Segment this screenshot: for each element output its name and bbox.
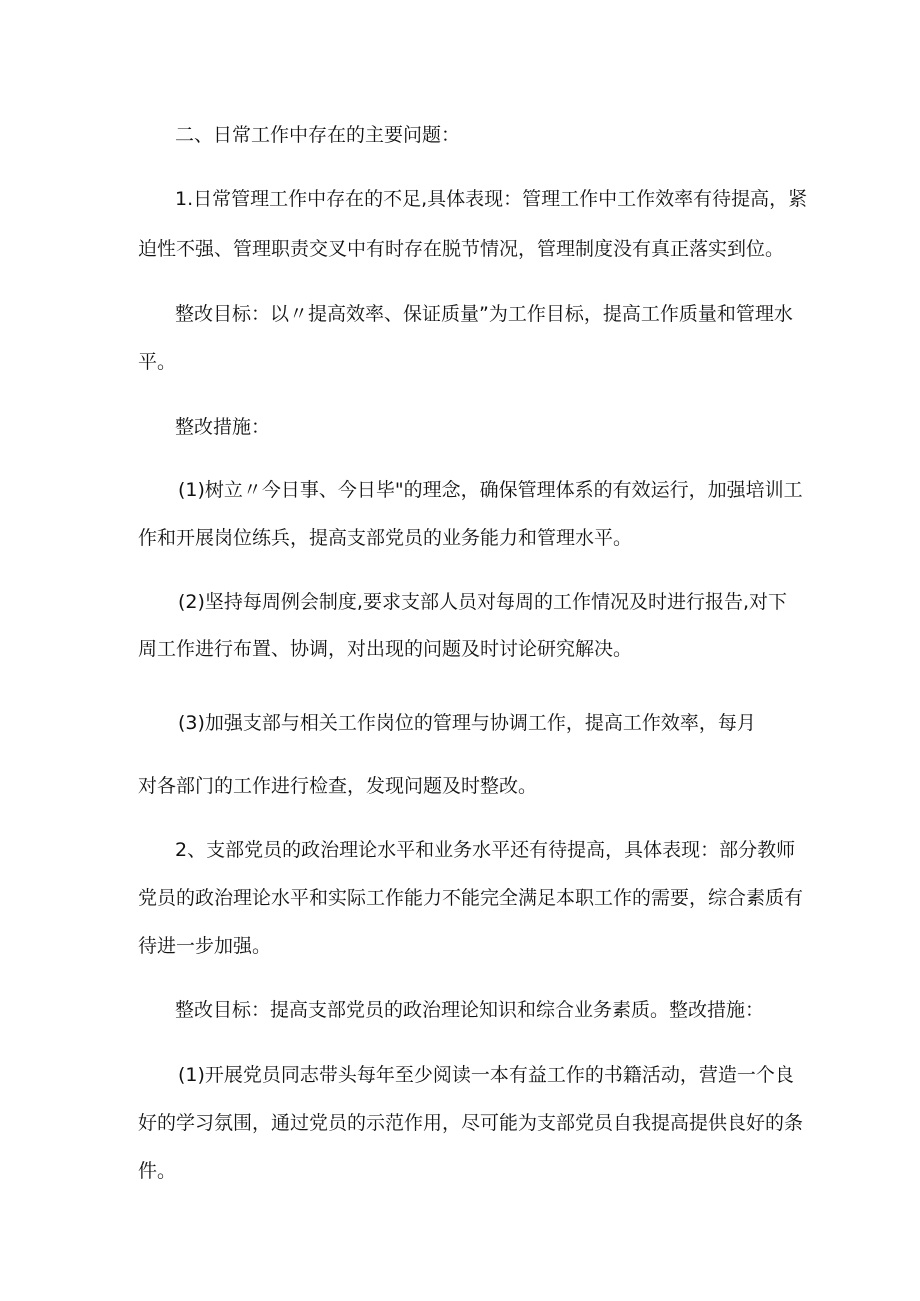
paragraph-line: 整改目标：以〃提高效率、保证质量”为工作目标，提高工作质量和管理水 [175, 303, 793, 325]
paragraph-line: 整改目标：提高支部党员的政治理论知识和综合业务素质。整改措施： [175, 999, 765, 1021]
paragraph-line: 件。 [138, 1160, 177, 1182]
paragraph-line: 迫性不强、管理职责交叉中有时存在脱节情况，管理制度没有真正落实到位。 [138, 238, 785, 260]
paragraph-line: 1.日常管理工作中存在的不足,具体表现：管理工作中工作效率有待提高，紧 [175, 188, 808, 210]
paragraph-line: (1)树立〃今日事、今日毕"的理念，确保管理体系的有效运行，加强培训工 [178, 479, 803, 501]
paragraph-line: 待进一步加强。 [138, 935, 272, 957]
paragraph-line: (3)加强支部与相关工作岗位的管理与协调工作，提高工作效率，每月 [178, 712, 756, 734]
paragraph-line: (1)开展党员同志带头每年至少阅读一本有益工作的书籍活动，营造一个良 [178, 1064, 794, 1086]
paragraph-line: 党员的政治理论水平和实际工作能力不能完全满足本职工作的需要，综合素质有 [138, 887, 804, 909]
paragraph-line: (2)坚持每周例会制度,要求支部人员对每周的工作情况及时进行报告,对下 [178, 591, 787, 613]
paragraph-heading: 整改措施： [175, 416, 271, 438]
paragraph-line: 对各部门的工作进行检查，发现问题及时整改。 [138, 775, 538, 797]
paragraph-line: 2、支部党员的政治理论水平和业务水平还有待提高，具体表现：部分教师 [175, 839, 796, 861]
paragraph-line: 周工作进行布置、协调，对出现的问题及时讨论研究解决。 [138, 638, 633, 660]
section-heading: 二、日常工作中存在的主要问题： [175, 124, 461, 146]
paragraph-line: 作和开展岗位练兵，提高支部党员的业务能力和管理水平。 [138, 527, 633, 549]
paragraph-line: 平。 [138, 351, 177, 373]
paragraph-line: 好的学习氛围，通过党员的示范作用，尽可能为支部党员自我提高提供良好的条 [138, 1112, 804, 1134]
